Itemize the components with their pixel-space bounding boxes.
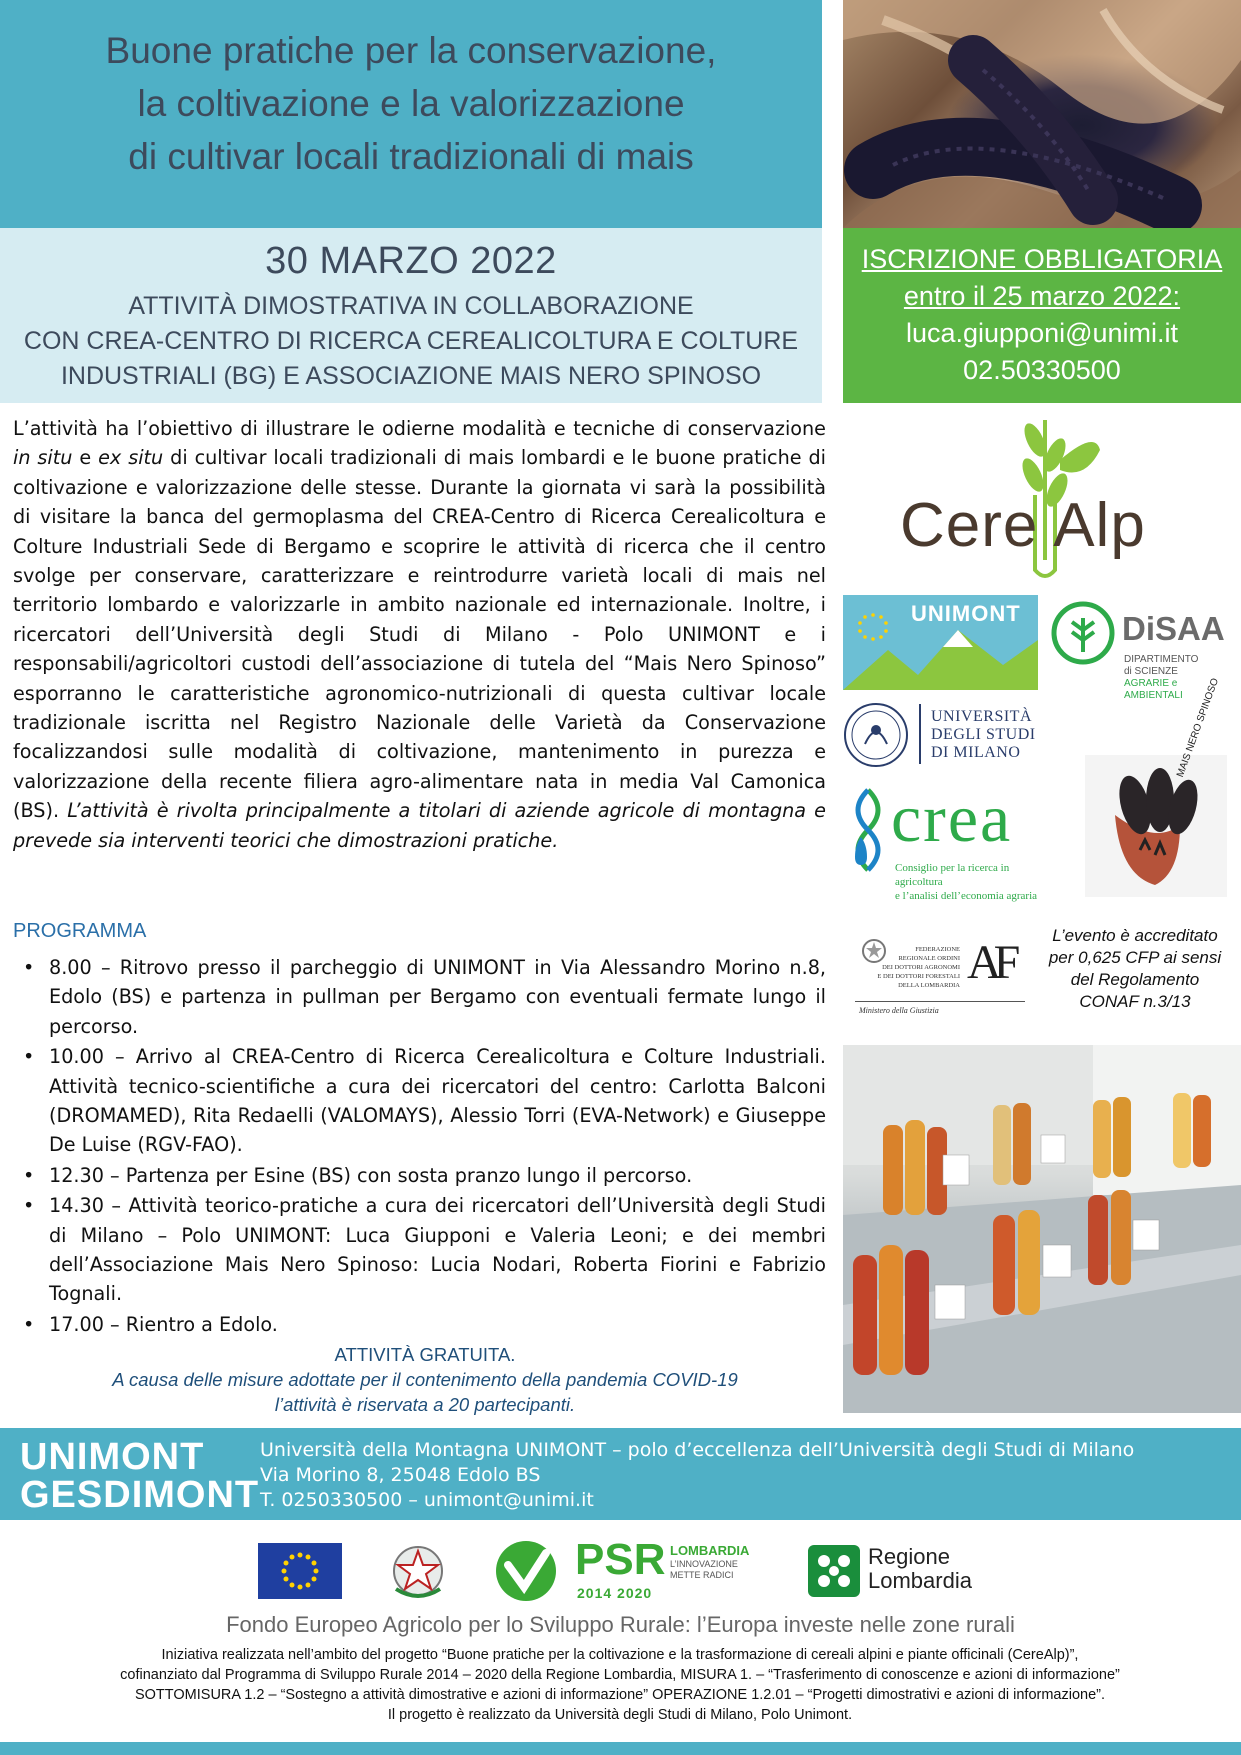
unimont-logo	[843, 595, 1038, 690]
description-text-1: L’attività ha l’obiettivo di illustrare le odierne modalità e tecniche di conservazione	[13, 417, 826, 440]
green-check-icon	[494, 1539, 558, 1603]
footer-contact	[260, 1438, 1134, 1513]
unimi-line: UNIVERSITÀ	[931, 708, 1032, 725]
eu-flag-icon	[258, 1543, 342, 1599]
italian-republic-emblem-icon	[388, 1539, 448, 1603]
unimi-logo	[843, 700, 1063, 770]
regione-line: Lombardia	[868, 1568, 972, 1593]
disaa-sub-line: AGRARIE e	[1124, 678, 1178, 689]
regione-wordmark	[868, 1545, 972, 1593]
footer-logo-line: UNIMONT	[20, 1436, 205, 1478]
description-paragraph	[13, 414, 826, 855]
footer-logo-line: GESDIMONT	[20, 1474, 260, 1516]
subtitle-line-3: INDUSTRIALI (BG) E ASSOCIAZIONE MAIS NERO SPINOSO	[60, 362, 762, 390]
federazione-line: FEDERAZIONE	[915, 946, 960, 953]
unimi-line: DI MILANO	[931, 744, 1021, 761]
unimi-seal-icon	[843, 702, 909, 768]
footer-phone-email[interactable]: T. 0250330500 – unimont@unimi.it	[260, 1489, 594, 1511]
footer-band	[0, 1428, 1241, 1520]
af-monogram: AF	[967, 936, 1013, 989]
fine-print-line: Iniziativa realizzata nell’ambito del progetto “Buone pratiche per la coltivazione e la trasformazione di cereali alpini e piante officinali (CereAlp)”,	[161, 1647, 1079, 1663]
corn-display-photo	[843, 1045, 1241, 1413]
unimont-wordmark: UNIMONT	[911, 601, 1021, 626]
registration-deadline: entro il 25 marzo 2022:	[903, 281, 1181, 311]
accreditation-line: per 0,625 CFP ai sensi	[1048, 948, 1222, 967]
crea-sub-line: Consiglio per la ricerca in agricoltura	[895, 862, 1010, 888]
title-line-1: Buone pratiche per la conservazione,	[105, 30, 717, 71]
footer-info-line: Università della Montagna UNIMONT – polo d’eccellenza dell’Università degli Studi di Milano	[260, 1439, 1135, 1461]
regione-lombardia-logo	[808, 1543, 988, 1599]
disaa-wordmark: DiSAA	[1122, 610, 1225, 647]
accreditation-note	[1040, 925, 1230, 1013]
covid-note-1: A causa delle misure adottate per il contenimento della pandemia COVID-19	[112, 1369, 738, 1390]
mais-nero-wordmark: MAIS NERO SPINOSO	[1175, 676, 1222, 779]
description-text-2: e	[72, 446, 99, 470]
accreditation-line: L’evento è accreditato	[1052, 926, 1218, 945]
footer-address: Via Morino 8, 25048 Edolo BS	[260, 1464, 541, 1486]
registration-title: ISCRIZIONE OBBLIGATORIA	[861, 244, 1223, 274]
corn-photo-illustration	[843, 0, 1241, 228]
ministero-text: Ministero della Giustizia	[859, 1006, 939, 1015]
program-list	[13, 953, 826, 1340]
unimont-gesdimont-logo	[20, 1438, 259, 1514]
federazione-agronomi-logo	[855, 935, 1030, 1020]
fine-print-line: cofinanziato dal Programma di Sviluppo Rurale 2014 – 2020 della Regione Lombardia, MISURA 1. – “Trasferimento di conoscenze e azioni di informazione”	[120, 1667, 1120, 1683]
crea-sub-line: e l’analisi dell’economia agraria	[895, 890, 1038, 902]
federazione-text	[855, 945, 960, 990]
date-block	[0, 228, 822, 403]
covid-note-2: l’attività è riservata a 20 partecipanti.	[274, 1394, 576, 1415]
title-block	[0, 0, 822, 228]
accreditation-line: del Regolamento	[1070, 970, 1200, 989]
feasr-line: Fondo Europeo Agricolo per lo Sviluppo Rurale: l’Europa investe nelle zone rurali	[226, 1612, 1015, 1637]
disaa-sub-line: di SCIENZE	[1124, 666, 1178, 677]
psr-years: 2014 2020	[577, 1585, 653, 1601]
program-item: • 14.30 – Attività teorico-pratiche a cura dei ricercatori dell’Università degli Studi di Milano – Polo UNIMONT: Luca Giupponi e Valeria Leoni; e dei membri dell’Associazione Mais Nero Spinoso: Lucia Nodari, Roberta Fiorini e Fabrizio Tognali.	[13, 1191, 826, 1309]
registration-phone[interactable]: 02.50330500	[963, 355, 1121, 385]
title-line-2: la coltivazione e la valorizzazione	[137, 83, 685, 124]
federazione-line: DEI DOTTORI AGRONOMI	[882, 964, 960, 971]
unimi-divider	[919, 704, 921, 764]
regione-line: Regione	[868, 1544, 950, 1569]
rosa-camuna-icon	[808, 1545, 860, 1597]
event-date: 30 MARZO 2022	[265, 240, 557, 282]
target-audience-note: L’attività è rivolta principalmente a titolari di aziende agricole di montagna e prevede sia interventi teorici che dimostrazioni pratiche.	[13, 799, 826, 852]
psr-lombardia-logo	[575, 1535, 770, 1607]
corn-exhibit-illustration	[843, 1045, 1241, 1413]
free-activity-note	[40, 1342, 810, 1417]
subtitle-line-1: ATTIVITÀ DIMOSTRATIVA IN COLLABORAZIONE	[128, 292, 694, 320]
psr-region: LOMBARDIA	[670, 1543, 750, 1558]
disaa-sub-line: DIPARTIMENTO	[1124, 654, 1199, 665]
leaf-tree-icon	[1050, 600, 1116, 666]
unimi-wordmark	[931, 708, 1036, 762]
federazione-line: DELLA LOMBARDIA	[898, 982, 960, 989]
psr-tag-line: METTE RADICI	[670, 1570, 734, 1580]
psr-tag-line: L’INNOVAZIONE	[670, 1559, 738, 1569]
federazione-line: E DEI DOTTORI FORESTALI	[877, 973, 960, 980]
crea-subtitle	[895, 861, 1058, 903]
accreditation-line: CONAF n.3/13	[1079, 992, 1191, 1011]
federazione-rule	[855, 1001, 1025, 1002]
black-corn-cob-icon	[1085, 755, 1227, 897]
crea-wordmark: crea	[891, 780, 1013, 856]
disaa-subtitle	[1124, 654, 1198, 702]
crea-logo	[843, 780, 1058, 902]
disaa-sub-line: AMBIENTALI	[1124, 690, 1183, 701]
bottom-band	[0, 1742, 1241, 1755]
fine-print-line: Il progetto è realizzato da Università degli Studi di Milano, Polo Unimont.	[387, 1707, 853, 1723]
subtitle-line-2: CON CREA-CENTRO DI RICERCA CEREALICOLTURA E COLTURE	[23, 327, 799, 355]
cerealp-wordmark: Cere Alp	[900, 491, 1146, 560]
ex-situ-term: ex situ	[98, 446, 164, 470]
in-situ-term: in situ	[13, 446, 73, 470]
program-item: • 10.00 – Arrivo al CREA-Centro di Ricerca Cerealicoltura e Colture Industriali. Attività tecnico-scientifiche a cura dei ricercatori del centro: Carlotta Balconi (DROMAMED), Rita Redaelli (VALOMAYS), Alessio Torri (EVA-Network) e Giuseppe De Luise (RGV-FAO).	[13, 1042, 826, 1160]
funding-logos	[0, 1535, 1241, 1615]
cerealp-logo	[895, 410, 1195, 580]
description-text-3: di cultivar locali tradizionali di mais lombardi e le buone pratiche di coltivazione e valorizzazione delle stesse. Durante la giornata vi sarà la possibilità di visitare la banca del germoplasma del CREA-Centro di Ricerca Cerealicoltura e Colture Industriali Sede di Bergamo e scoprire le attività di ricerca che il centro svolge per conservare, caratterizzare e reintrodurre varietà locali di mais nel territorio lombardo e valorizzarle in ambito nazionale ed internazionale. Inoltre, i ricercatori dell’Università degli Studi di Milano - Polo UNIMONT e i responsabili/agricoltori custodi dell’associazione di tutela del “Mais Nero Spinoso” esporranno le caratteristiche agronomico-nutrizionali di questa cultivar locale tradizionale iscritta nel Registro Nazionale delle Varietà da Conservazione focalizzandosi sulle modalità di coltivazione, mantenimento in purezza e valorizzazione della recente filiera agro-alimentare nata in media Val Camonica (BS).	[13, 446, 826, 823]
free-title: ATTIVITÀ GRATUITA.	[334, 1344, 516, 1365]
registration-box	[843, 228, 1241, 403]
dna-drop-icon	[843, 785, 893, 890]
unimi-line: DEGLI STUDI	[931, 726, 1036, 743]
registration-email[interactable]: luca.giupponi@unimi.it	[905, 318, 1179, 348]
title-line-3: di cultivar locali tradizionali di mais	[128, 136, 694, 177]
project-fine-print	[20, 1645, 1220, 1725]
program-item: • 17.00 – Rientro a Edolo.	[13, 1310, 826, 1339]
psr-tagline	[670, 1559, 738, 1581]
program-title: PROGRAMMA	[13, 920, 147, 942]
psr-wordmark: PSR	[575, 1535, 666, 1584]
program-item: • 8.00 – Ritrovo presso il parcheggio di UNIMONT in Via Alessandro Morino n.8, Edolo (BS) e partenza in pullman per Bergamo con eventuali fermate lungo il percorso.	[13, 953, 826, 1041]
federazione-line: REGIONALE ORDINI	[898, 955, 960, 962]
program-item: • 12.30 – Partenza per Esine (BS) con sosta pranzo lungo il percorso.	[13, 1161, 826, 1190]
black-corn-photo	[843, 0, 1241, 228]
fine-print-line: SOTTOMISURA 1.2 – “Sostegno a attività dimostrative e azioni di informazione” OPERAZIONE 1.2.01 – “Progetti dimostrativi e azioni di informazione”.	[134, 1687, 1106, 1703]
